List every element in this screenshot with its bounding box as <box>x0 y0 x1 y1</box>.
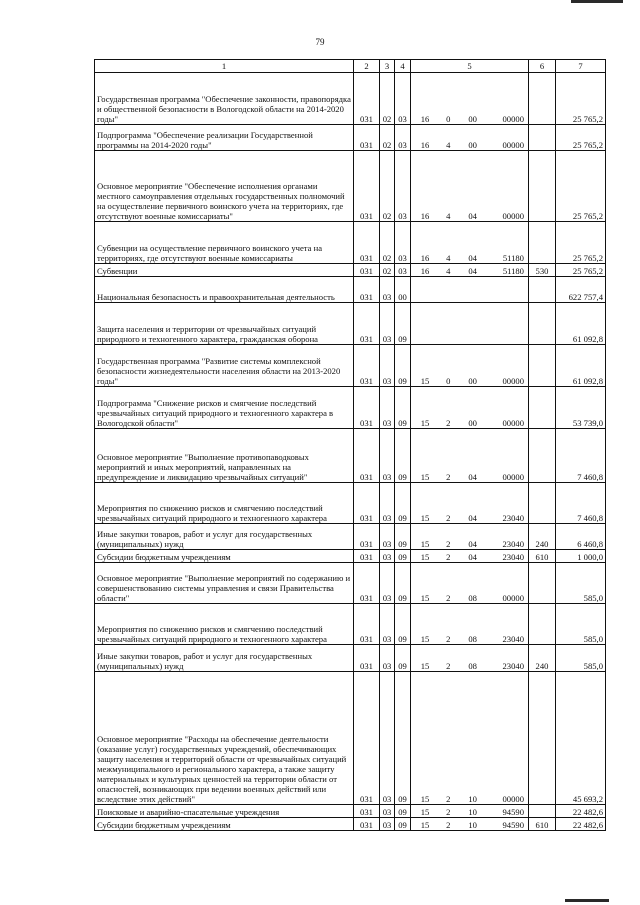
section-code: 031 <box>354 264 380 277</box>
subchapter-code: 09 <box>395 563 411 604</box>
direction-code: 00000 <box>502 375 524 386</box>
row-name: Основное мероприятие "Расходы на обеспечение деятельности (оказание услуг) государственных учреждений, обеспечивающих защиту населения и территорий области от чрезвычайных ситуаций межмуниципального и регионального характера, а также защиту материальных и культурных ценностей на территории области от опасностей, возникающих при ведении военных действий или вследствие этих действий" <box>95 672 354 805</box>
subchapter-code: 09 <box>395 345 411 387</box>
direction-code: 23040 <box>502 538 524 549</box>
subprogram-code: 2 <box>446 633 451 644</box>
chapter-code: 03 <box>380 818 395 831</box>
section-code: 031 <box>354 125 380 151</box>
chapter-code: 02 <box>380 151 395 222</box>
expense-type-code <box>529 151 556 222</box>
amount: 25 765,2 <box>556 151 606 222</box>
table-row <box>95 222 606 264</box>
amount: 25 765,2 <box>556 222 606 264</box>
target-article <box>411 524 529 550</box>
amount: 7 460,8 <box>556 483 606 524</box>
target-article-parts <box>411 140 528 150</box>
row-name: Субсидии бюджетным учреждениям <box>95 818 354 831</box>
amount: 7 460,8 <box>556 429 606 483</box>
amount: 22 482,6 <box>556 805 606 818</box>
target-article <box>411 277 529 303</box>
header-row <box>95 60 606 73</box>
subchapter-code: 09 <box>395 387 411 429</box>
subprogram-code: 4 <box>446 210 451 221</box>
expense-type-code <box>529 125 556 151</box>
subprogram-code: 2 <box>446 538 451 549</box>
direction-code: 94590 <box>502 819 524 830</box>
expense-type-code <box>529 604 556 645</box>
section-code: 031 <box>354 645 380 672</box>
target-article-parts <box>411 418 528 428</box>
row-name: Субвенции на осуществление первичного воинского учета на территориях, где отсутствуют военные комиссариаты <box>95 222 354 264</box>
table-row <box>95 73 606 125</box>
direction-code: 51180 <box>502 252 524 263</box>
subprogram-code: 4 <box>446 265 451 276</box>
table-row <box>95 604 606 645</box>
row-name: Основное мероприятие "Выполнение противопаводковых мероприятий и иных мероприятий, направленных на предупреждение и ликвидацию чрезвычайных ситуаций" <box>95 429 354 483</box>
table-row <box>95 303 606 345</box>
target-article <box>411 672 529 805</box>
expense-type-code: 610 <box>529 818 556 831</box>
expense-type-code: 240 <box>529 524 556 550</box>
scan-mark <box>571 0 623 3</box>
page-number: 79 <box>315 37 325 47</box>
amount: 25 765,2 <box>556 264 606 277</box>
section-code: 031 <box>354 303 380 345</box>
activity-code: 08 <box>468 633 477 644</box>
activity-code: 00 <box>468 139 477 150</box>
target-article-parts <box>411 211 528 221</box>
table-row <box>95 563 606 604</box>
subprogram-code: 0 <box>446 113 451 124</box>
target-article-parts <box>411 593 528 603</box>
target-article-parts <box>411 376 528 386</box>
expense-type-code <box>529 672 556 805</box>
subchapter-code: 09 <box>395 303 411 345</box>
chapter-code: 02 <box>380 73 395 125</box>
table-row <box>95 277 606 303</box>
activity-code: 04 <box>468 551 477 562</box>
target-article <box>411 387 529 429</box>
chapter-code: 03 <box>380 483 395 524</box>
subprogram-code: 2 <box>446 471 451 482</box>
subprogram-code: 2 <box>446 512 451 523</box>
target-article-parts <box>411 253 528 263</box>
row-name: Подпрограмма "Обеспечение реализации Государственной программы на 2014-2020 годы" <box>95 125 354 151</box>
row-name: Субвенции <box>95 264 354 277</box>
target-article <box>411 151 529 222</box>
subchapter-code: 00 <box>395 277 411 303</box>
section-code: 031 <box>354 563 380 604</box>
row-name: Национальная безопасность и правоохранительная деятельность <box>95 277 354 303</box>
program-code: 16 <box>420 252 430 263</box>
chapter-code: 02 <box>380 222 395 264</box>
row-name: Субсидии бюджетным учреждениям <box>95 550 354 563</box>
target-article <box>411 429 529 483</box>
activity-code: 00 <box>468 417 477 428</box>
chapter-code: 03 <box>380 524 395 550</box>
subchapter-code: 09 <box>395 550 411 563</box>
subchapter-code: 03 <box>395 264 411 277</box>
section-code: 031 <box>354 524 380 550</box>
activity-code: 04 <box>468 252 477 263</box>
table-body <box>95 73 606 831</box>
program-code: 15 <box>420 592 430 603</box>
section-code: 031 <box>354 550 380 563</box>
column-header: 5 <box>411 60 529 73</box>
target-article <box>411 264 529 277</box>
activity-code: 10 <box>468 806 477 817</box>
table-row <box>95 387 606 429</box>
activity-code: 04 <box>468 538 477 549</box>
target-article <box>411 550 529 563</box>
target-article <box>411 604 529 645</box>
section-code: 031 <box>354 604 380 645</box>
target-article-parts <box>411 807 528 817</box>
chapter-code: 03 <box>380 429 395 483</box>
expense-type-code <box>529 303 556 345</box>
row-name: Основное мероприятие "Обеспечение исполнения органами местного самоуправления отдельных государственных полномочий на осуществление первичного воинского учета на территориях, где отсутствуют военные комиссариаты" <box>95 151 354 222</box>
program-code: 15 <box>420 806 430 817</box>
row-name: Государственная программа "Обеспечение законности, правопорядка и общественной безопасности в Вологодской области на 2014-2020 годы" <box>95 73 354 125</box>
subprogram-code: 2 <box>446 819 451 830</box>
amount: 1 000,0 <box>556 550 606 563</box>
expense-type-code: 530 <box>529 264 556 277</box>
section-code: 031 <box>354 483 380 524</box>
target-article <box>411 125 529 151</box>
subchapter-code: 09 <box>395 604 411 645</box>
section-code: 031 <box>354 222 380 264</box>
subprogram-code: 2 <box>446 417 451 428</box>
table-row <box>95 524 606 550</box>
budget-table <box>94 59 606 831</box>
subchapter-code: 03 <box>395 222 411 264</box>
subprogram-code: 2 <box>446 806 451 817</box>
target-article-parts <box>411 634 528 644</box>
table-row <box>95 645 606 672</box>
column-header: 1 <box>95 60 354 73</box>
scan-mark <box>565 899 609 902</box>
subchapter-code: 09 <box>395 483 411 524</box>
direction-code: 00000 <box>502 592 524 603</box>
row-name: Основное мероприятие "Выполнение мероприятий по содержанию и совершенствованию системы управления и связи Правительства области" <box>95 563 354 604</box>
row-name: Защита населения и территории от чрезвычайных ситуаций природного и техногенного характера, гражданская оборона <box>95 303 354 345</box>
chapter-code: 03 <box>380 563 395 604</box>
section-code: 031 <box>354 387 380 429</box>
program-code: 15 <box>420 660 430 671</box>
activity-code: 04 <box>468 210 477 221</box>
row-name: Иные закупки товаров, работ и услуг для государственных (муниципальных) нужд <box>95 524 354 550</box>
direction-code: 51180 <box>502 265 524 276</box>
activity-code: 04 <box>468 471 477 482</box>
row-name: Подпрограмма "Снижение рисков и смягчение последствий чрезвычайных ситуаций природного и техногенного характера в Вологодской области" <box>95 387 354 429</box>
target-article-parts <box>411 472 528 482</box>
target-article-parts <box>411 820 528 830</box>
program-code: 15 <box>420 471 430 482</box>
chapter-code: 03 <box>380 345 395 387</box>
column-header: 6 <box>529 60 556 73</box>
subchapter-code: 03 <box>395 73 411 125</box>
column-header: 2 <box>354 60 380 73</box>
activity-code: 00 <box>468 113 477 124</box>
section-code: 031 <box>354 277 380 303</box>
subchapter-code: 09 <box>395 524 411 550</box>
amount: 25 765,2 <box>556 73 606 125</box>
table-row <box>95 264 606 277</box>
section-code: 031 <box>354 429 380 483</box>
expense-type-code: 240 <box>529 645 556 672</box>
chapter-code: 03 <box>380 387 395 429</box>
subprogram-code: 4 <box>446 139 451 150</box>
chapter-code: 03 <box>380 550 395 563</box>
program-code: 16 <box>420 210 430 221</box>
direction-code: 23040 <box>502 551 524 562</box>
chapter-code: 02 <box>380 125 395 151</box>
expense-type-code <box>529 805 556 818</box>
table-row <box>95 805 606 818</box>
program-code: 16 <box>420 265 430 276</box>
target-article-parts <box>411 266 528 276</box>
target-article-parts <box>411 114 528 124</box>
amount: 22 482,6 <box>556 818 606 831</box>
table-row <box>95 151 606 222</box>
chapter-code: 03 <box>380 645 395 672</box>
section-code: 031 <box>354 73 380 125</box>
activity-code: 08 <box>468 592 477 603</box>
table-row <box>95 818 606 831</box>
program-code: 15 <box>420 551 430 562</box>
expense-type-code: 610 <box>529 550 556 563</box>
amount: 6 460,8 <box>556 524 606 550</box>
column-header: 3 <box>380 60 395 73</box>
expense-type-code <box>529 345 556 387</box>
direction-code: 00000 <box>502 139 524 150</box>
direction-code: 00000 <box>502 210 524 221</box>
chapter-code: 03 <box>380 805 395 818</box>
subchapter-code: 09 <box>395 672 411 805</box>
expense-type-code <box>529 277 556 303</box>
amount: 622 757,4 <box>556 277 606 303</box>
chapter-code: 03 <box>380 303 395 345</box>
program-code: 16 <box>420 113 430 124</box>
direction-code: 00000 <box>502 113 524 124</box>
section-code: 031 <box>354 151 380 222</box>
expense-type-code <box>529 222 556 264</box>
table-row <box>95 429 606 483</box>
table-row <box>95 345 606 387</box>
program-code: 15 <box>420 417 430 428</box>
program-code: 15 <box>420 793 430 804</box>
amount: 45 693,2 <box>556 672 606 805</box>
activity-code: 10 <box>468 793 477 804</box>
direction-code: 23040 <box>502 633 524 644</box>
activity-code: 10 <box>468 819 477 830</box>
target-article <box>411 805 529 818</box>
expense-type-code <box>529 483 556 524</box>
subprogram-code: 0 <box>446 375 451 386</box>
direction-code: 23040 <box>502 512 524 523</box>
subprogram-code: 2 <box>446 551 451 562</box>
target-article-parts <box>411 552 528 562</box>
subchapter-code: 09 <box>395 818 411 831</box>
direction-code: 94590 <box>502 806 524 817</box>
expense-type-code <box>529 429 556 483</box>
program-code: 16 <box>420 139 430 150</box>
column-header: 4 <box>395 60 411 73</box>
target-article <box>411 563 529 604</box>
amount: 585,0 <box>556 604 606 645</box>
activity-code: 04 <box>468 512 477 523</box>
target-article <box>411 222 529 264</box>
amount: 585,0 <box>556 563 606 604</box>
amount: 61 092,8 <box>556 303 606 345</box>
table-row <box>95 672 606 805</box>
expense-type-code <box>529 387 556 429</box>
row-name: Иные закупки товаров, работ и услуг для государственных (муниципальных) нужд <box>95 645 354 672</box>
chapter-code: 03 <box>380 672 395 805</box>
target-article-parts <box>411 661 528 671</box>
target-article <box>411 483 529 524</box>
program-code: 15 <box>420 819 430 830</box>
target-article <box>411 345 529 387</box>
subchapter-code: 09 <box>395 645 411 672</box>
table-row <box>95 550 606 563</box>
column-header: 7 <box>556 60 606 73</box>
direction-code: 23040 <box>502 660 524 671</box>
activity-code: 00 <box>468 375 477 386</box>
subprogram-code: 4 <box>446 252 451 263</box>
subprogram-code: 2 <box>446 592 451 603</box>
program-code: 15 <box>420 512 430 523</box>
section-code: 031 <box>354 672 380 805</box>
direction-code: 00000 <box>502 417 524 428</box>
row-name: Мероприятия по снижению рисков и смягчению последствий чрезвычайных ситуаций природного и техногенного характера <box>95 604 354 645</box>
program-code: 15 <box>420 538 430 549</box>
subchapter-code: 09 <box>395 429 411 483</box>
program-code: 15 <box>420 375 430 386</box>
row-name: Поисковые и аварийно-спасательные учреждения <box>95 805 354 818</box>
expense-type-code <box>529 73 556 125</box>
chapter-code: 02 <box>380 264 395 277</box>
target-article-parts <box>411 513 528 523</box>
subchapter-code: 09 <box>395 805 411 818</box>
target-article <box>411 73 529 125</box>
subprogram-code: 2 <box>446 793 451 804</box>
activity-code: 04 <box>468 265 477 276</box>
table-row <box>95 125 606 151</box>
amount: 61 092,8 <box>556 345 606 387</box>
subprogram-code: 2 <box>446 660 451 671</box>
section-code: 031 <box>354 345 380 387</box>
target-article-parts <box>411 539 528 549</box>
table-row <box>95 483 606 524</box>
amount: 53 739,0 <box>556 387 606 429</box>
section-code: 031 <box>354 805 380 818</box>
row-name: Государственная программа "Развитие системы комплексной безопасности жизнедеятельности населения области на 2013-2020 годы" <box>95 345 354 387</box>
row-name: Мероприятия по снижению рисков и смягчению последствий чрезвычайных ситуаций природного и техногенного характера <box>95 483 354 524</box>
amount: 25 765,2 <box>556 125 606 151</box>
direction-code: 00000 <box>502 471 524 482</box>
chapter-code: 03 <box>380 277 395 303</box>
target-article <box>411 645 529 672</box>
amount: 585,0 <box>556 645 606 672</box>
chapter-code: 03 <box>380 604 395 645</box>
target-article <box>411 818 529 831</box>
activity-code: 08 <box>468 660 477 671</box>
expense-type-code <box>529 563 556 604</box>
direction-code: 00000 <box>502 793 524 804</box>
target-article-parts <box>411 794 528 804</box>
section-code: 031 <box>354 818 380 831</box>
target-article <box>411 303 529 345</box>
program-code: 15 <box>420 633 430 644</box>
subchapter-code: 03 <box>395 151 411 222</box>
subchapter-code: 03 <box>395 125 411 151</box>
